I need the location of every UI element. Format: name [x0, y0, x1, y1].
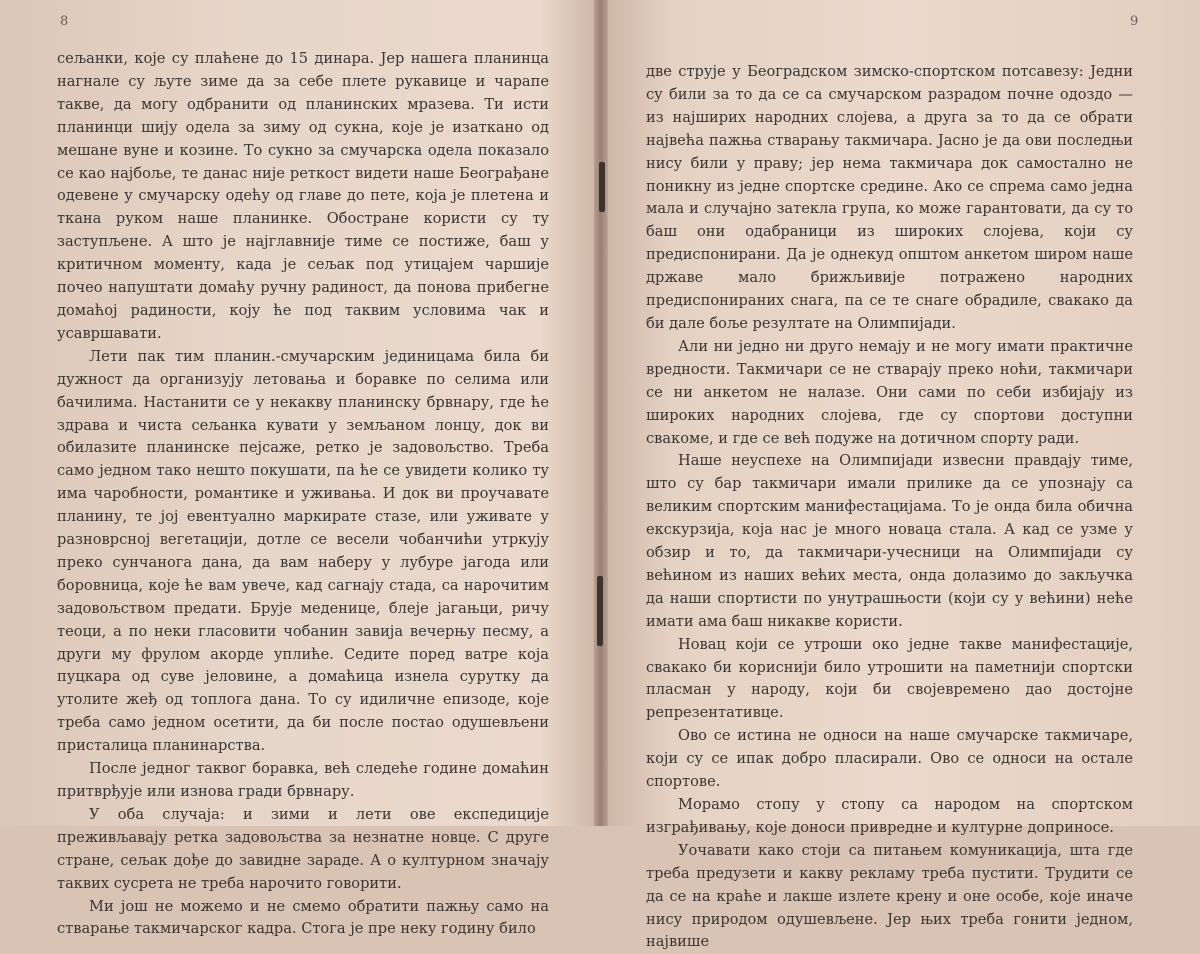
paragraph: Наше неуспехе на Олимпијади извесни правдају тиме, што су бар такмичари имали прилике да се упознају са великим спортским манифестацијама. То је онда била обична екскурзија, која нас је много новаца стала. А кад се узме у обзир и то, да такмичари-учесници на Олимпијади су већином из наших већих места, онда долазимо до закључка да наши спортисти по унутрашњости (који су у већини) неће имати ама баш никакве користи.: [646, 452, 1133, 630]
paragraph: Ово се истина не односи на наше смучарске такмичаре, који су се ипак добро пласирали. Ово се односи на остале спортове.: [646, 727, 1133, 791]
paragraph: После једног таквог боравка, већ следеће године домаћин притврђује или изнова гради брвнару.: [57, 760, 549, 800]
paragraph: Морамо стопу у стопу са народом на спортском изграђивању, које доноси привредне и културне доприносе.: [646, 796, 1133, 836]
paragraph: Али ни једно ни друго немају и не могу имати практичне вредности. Такмичари се не стварају преко ноћи, такмичари се ни анкетом не налазе. Они сами по себи избијају из широких народних слојева, где су спортови доступни свакоме, и где се већ подуже на дотичном спорту ради.: [646, 337, 1133, 447]
paragraph: Новац који се утроши око једне такве манифестације, свакако би кориснији било утрошити на паметнији спортски пласман у народу, који би својевремено дао достојне репрезентативце.: [646, 635, 1133, 722]
page-text: [646, 61, 1133, 954]
paragraph: сељанки, које су плаћене до 15 динара. Јер нашега планинца нагнале су љуте зиме да за себе плете рукавице и чарапе такве, да могу одбранити од планинских мразева. Ти исти планинци шију одела за зиму од сукна, које је изаткано од мешане вуне и козине. То сукно за смучарска одела показало се као најбоље, те данас није реткост видети наше Београђане одевене у смучарску одећу од главе до пете, која је плетена и ткана руком наше планинке. Обостране користи су ту заступљене. А што је најглавније тиме се постиже, баш у критичном моменту, када је сељак под утицајем чаршије почео напуштати домаћу ручну радиност, да понова прибегне домаћој радиности, коју ће под таквим условима чак и усавршавати.: [57, 50, 549, 342]
paragraph: Ми још не можемо и не смемо обратити пажњу само на стварање такмичарског кадра. Стога је пре неку годину било: [57, 897, 549, 938]
right-page: [602, 0, 1200, 951]
page-number: 9: [1130, 14, 1139, 29]
page-text: [57, 48, 549, 941]
paragraph: У оба случаја: и зими и лети ове експедиције преживљавају ретка задовољства за незнатне новце. С друге стране, сељак дође до завидне зараде. А о културном значају таквих сусрета не треба нарочито говорити.: [57, 805, 549, 892]
paragraph: Уочавати како стоји са питањем комуникација, шта где треба предузети и какву рекламу треба пустити. Трудити се да се на краће и лакше излете крену и оне особе, које иначе нису природом одушевљене. Јер њих треба гонити једном, највише: [646, 841, 1133, 951]
left-page: [0, 0, 598, 938]
paragraph: две струје у Београдском зимско-спортском потсавезу: Једни су били за то да се са смучарском разрадом почне одоздо — из најширих народних слојева, а друга за то да се обрати највећа пажња стварању такмичара. Јасно је да ови последњи нису били у праву; јер нема такмичара док самостално не поникну из једне спортске средине. Ако се спрема само једна мала и случајно затекла група, ко може гарантовати, да су то баш они одабраници из широких слојева, који су предиспонирани. Да је однекуд општом анкетом широм наше државе мало брижљивије потражено народних предиспонираних снага, па се те снаге обрадиле, свакако да би дале боље резултате на Олимпијади.: [646, 63, 1133, 332]
page-number: 8: [60, 14, 69, 29]
paragraph: Лети пак тим планин.-смучарским јединицама била би дужност да организују летовања и боравке по селима или бачилима. Настанити се у некакву планинску брвнару, где ће здрава и чиста сељанка кувати у земљаном лонцу, док ви обилазите планинске пејсаже, ретко је задовољство. Треба само једном тако нешто покушати, па ће се увидети колико ту има чаробности, романтике и уживања. И док ви проучавате планину, те јој евентуално маркирате стазе, или уживате у разноврсној вегетацији, дотле се весели чобанчићи утркују преко сунчаногa дана, да вам наберу у лубуре јагода или боровница, које ће вам увече, кад сагнају стада, са нарочитим задовољством предати. Брује меденице, блеје јагањци, ричу теоци, а по неки гласовити чобанин завија вечерњу песму, а други му фрулом акорде уплиће. Седите поред ватре која пуцкара од суве јеловине, а домаћица изнела сурутку да утолите жеђ од топлога дана. То су идиличне епизоде, које треба само једном осетити, да би после постао одушевљени присталица планинарства.: [57, 347, 549, 755]
